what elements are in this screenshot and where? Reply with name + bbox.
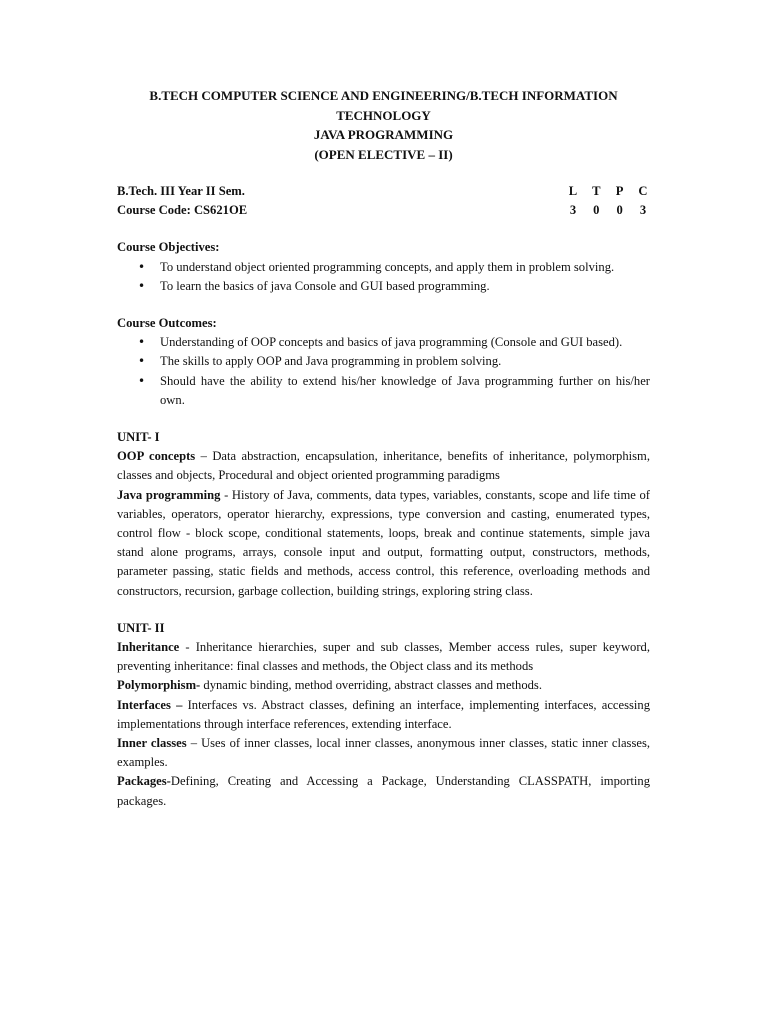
unit-2-title: UNIT- II — [117, 620, 165, 635]
course-code: Course Code: CS621OE — [117, 203, 248, 218]
inheritance-label: Inheritance — [117, 640, 180, 655]
outcomes-list — [117, 333, 650, 410]
document-content — [117, 86, 650, 811]
unit-1-title: UNIT- I — [117, 430, 160, 445]
inner-classes-text: – Uses of inner classes, local inner classes, anonymous inner classes, static inner classes, examples. — [117, 736, 650, 770]
polymorphism-text: dynamic binding, method overriding, abstract classes and methods. — [200, 678, 542, 693]
unit-2-inheritance-paragraph — [117, 638, 650, 676]
ltpc-value-p: 0 — [616, 203, 623, 218]
ltpc-headers — [566, 182, 650, 201]
ltpc-value-l: 3 — [569, 203, 577, 218]
title-line-3: JAVA PROGRAMMING — [313, 127, 454, 142]
packages-text: Defining, Creating and Accessing a Package, Understanding CLASSPATH, importing packages. — [117, 774, 650, 808]
list-item: • Understanding of OOP concepts and basics of java programming (Console and GUI based). — [117, 333, 650, 352]
list-item: • Should have the ability to extend his/her knowledge of Java programming further on his/her own. — [117, 372, 650, 410]
course-meta — [117, 182, 650, 220]
unit-2-packages-paragraph — [117, 772, 650, 810]
list-item: • The skills to apply OOP and Java programming in problem solving. — [117, 352, 650, 371]
title-line-2: TECHNOLOGY — [336, 107, 431, 123]
ltpc-value-t: 0 — [593, 203, 600, 218]
unit-2-polymorphism-paragraph — [117, 676, 650, 695]
oop-label: OOP concepts — [117, 449, 196, 464]
ltpc-header-t: T — [592, 184, 601, 198]
inner-classes-label: Inner classes — [117, 736, 187, 751]
java-text: - History of Java, comments, data types, variables, constants, scope and life time of variables, operators, operator hierarchy, expressions, type conversion and casting, enumerated types, control flow - block scope, conditional statements, loops, break and continue statements, simple java stand alone programs, arrays, console input and output, formatting output, constructors, methods, parameter passing, static fields and methods, access control, this reference, overloading methods and constructors, recursion, garbage collection, building strings, exploring string class. — [117, 487, 651, 598]
unit-1-java-paragraph — [117, 486, 650, 601]
polymorphism-label: Polymorphism- — [117, 678, 201, 693]
objectives-heading: Course Objectives: — [117, 240, 220, 255]
java-label: Java programming — [117, 487, 221, 502]
unit-1-oop-paragraph — [117, 447, 650, 485]
document-title — [117, 86, 650, 164]
unit-2-interfaces-paragraph — [117, 696, 650, 734]
title-line-4: (OPEN ELECTIVE – II) — [314, 146, 453, 162]
title-line-1: B.TECH COMPUTER SCIENCE AND ENGINEERING/B.TECH INFORMATION — [149, 88, 618, 103]
ltpc-header-c: C — [638, 184, 648, 198]
interfaces-label: Interfaces – — [117, 697, 183, 712]
packages-label: Packages- — [117, 774, 171, 789]
inheritance-text: - Inheritance hierarchies, super and sub classes, Member access rules, super keyword, preventing inheritance: final classes and methods, the Object class and its methods — [117, 640, 650, 674]
interfaces-text: Interfaces vs. Abstract classes, defining an interface, implementing interfaces, accessing implementations through interface references, extending interface. — [117, 697, 650, 731]
oop-text: – Data abstraction, encapsulation, inheritance, benefits of inheritance, polymorphism, classes and objects, Procedural and object oriented programming paradigms — [117, 449, 650, 483]
objectives-list — [117, 258, 650, 296]
ltpc-header-p: P — [615, 184, 624, 198]
ltpc-value-c: 3 — [639, 203, 647, 218]
unit-2-inner-classes-paragraph — [117, 734, 650, 772]
list-item: • To understand object oriented programming concepts, and apply them in problem solving. — [117, 258, 650, 277]
ltpc-values — [566, 201, 650, 220]
year-sem: B.Tech. III Year II Sem. — [117, 184, 245, 198]
outcomes-heading: Course Outcomes: — [117, 316, 217, 331]
list-item: • To learn the basics of java Console and GUI based programming. — [117, 277, 650, 296]
ltpc-header-l: L — [568, 184, 578, 198]
